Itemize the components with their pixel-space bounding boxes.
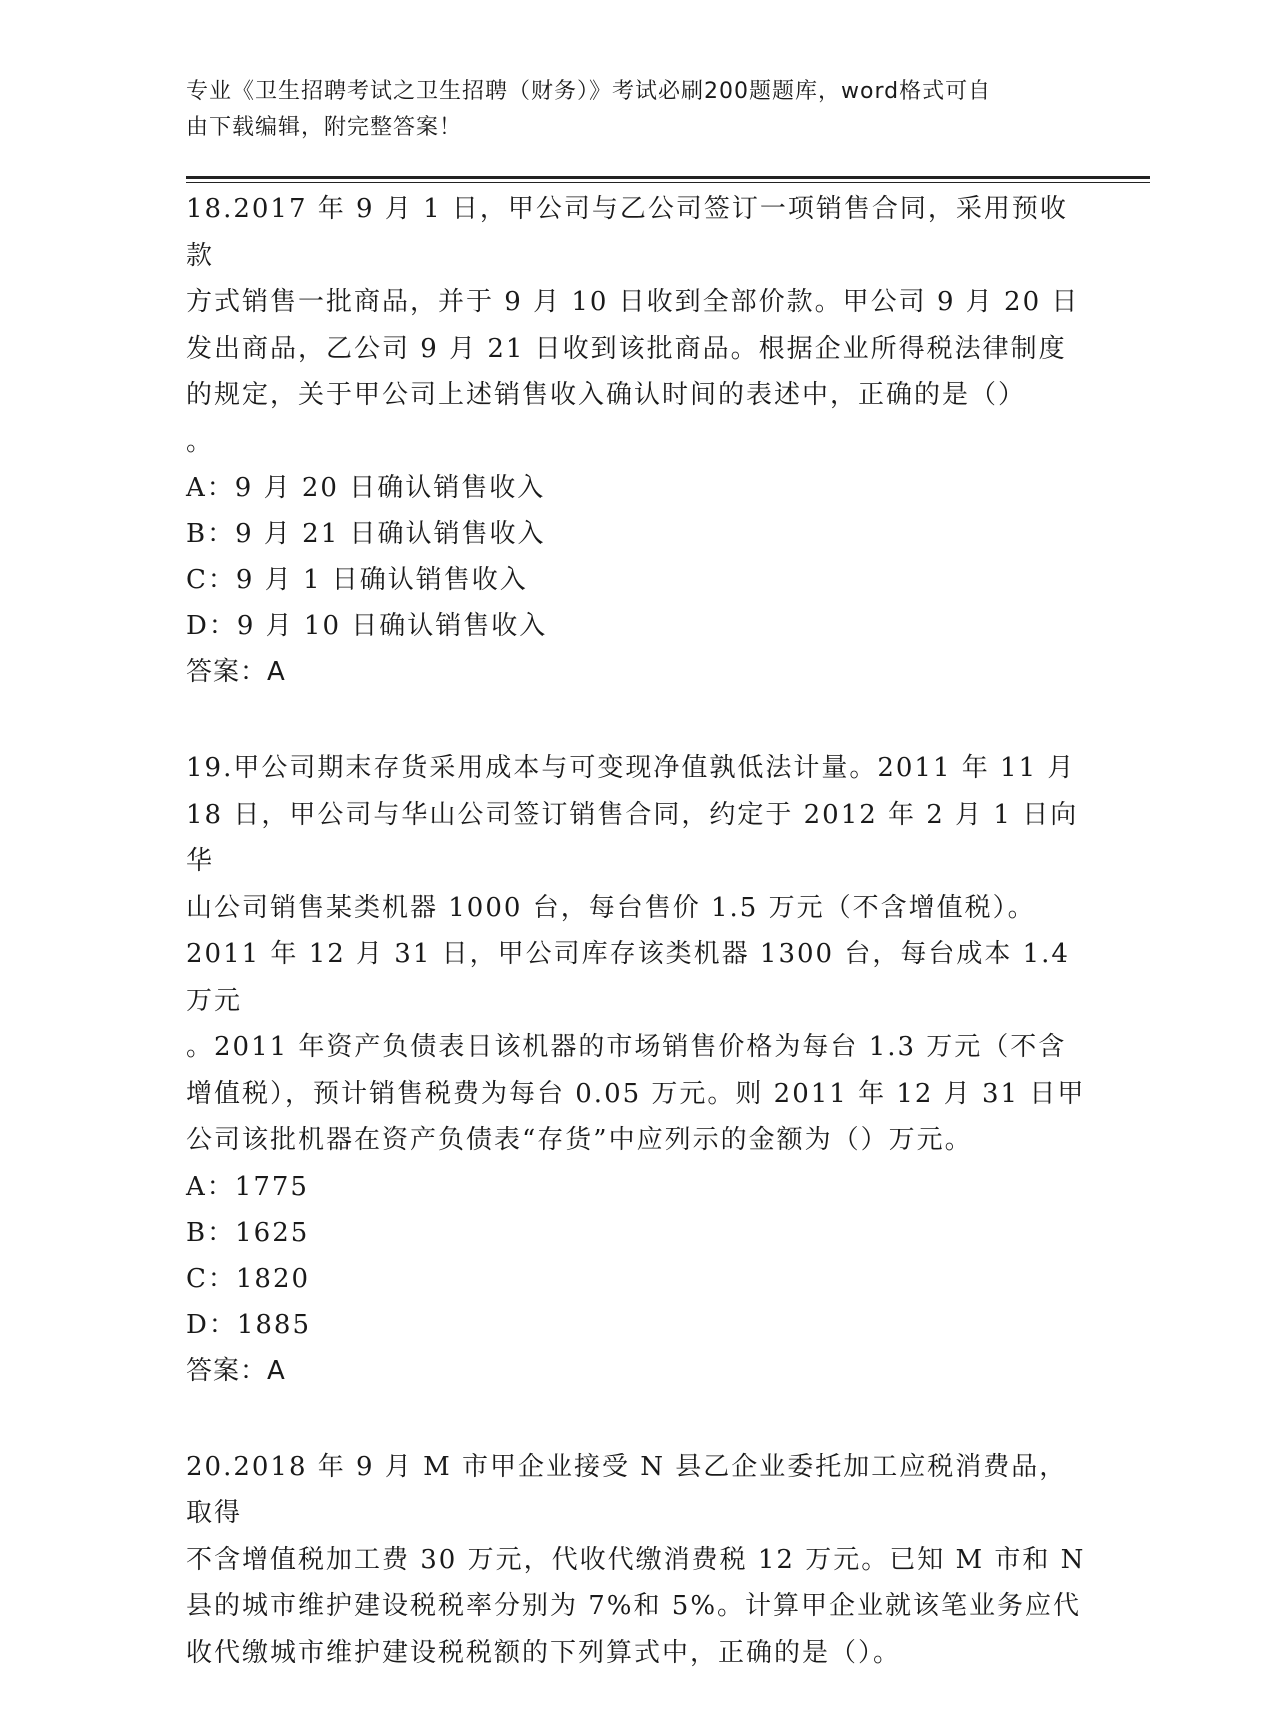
option-c: C：1820 (186, 1263, 311, 1294)
question-stem (186, 1444, 1086, 1677)
stem-line: 18.2017 年 9 月 1 日，甲公司与乙公司签订一项销售合同，采用预收款 (186, 194, 1068, 271)
stem-line: 19.甲公司期末存货采用成本与可变现净值孰低法计量。2011 年 11 月 (186, 753, 1076, 783)
document-header (186, 74, 1066, 146)
question-18 (186, 186, 1086, 695)
option-b: B：1625 (186, 1217, 310, 1248)
option-d: D：1885 (186, 1309, 312, 1340)
stem-line: 公司该批机器在资产负债表“存货”中应列示的金额为（）万元。 (186, 1125, 973, 1155)
answer-line: 答案：A (186, 1355, 286, 1386)
stem-line: 收代缴城市维护建设税税额的下列算式中，正确的是（）。 (186, 1637, 902, 1668)
stem-line: 。 (186, 426, 215, 457)
option-c: C：9 月 1 日确认销售收入 (186, 565, 528, 595)
stem-line: 发出商品，乙公司 9 月 21 日收到该批商品。根据企业所得税法律制度 (186, 333, 1067, 364)
stem-line: 20.2018 年 9 月 M 市甲企业接受 N 县乙企业委托加工应税消费品，取得 (186, 1451, 1068, 1528)
stem-line: 方式销售一批商品，并于 9 月 10 日收到全部价款。甲公司 9 月 20 日 (186, 287, 1080, 317)
stem-line: 不含增值税加工费 30 万元，代收代缴消费税 12 万元。已知 M 市和 N (186, 1544, 1086, 1575)
header-divider-thick (186, 176, 1150, 179)
stem-line: 增值税），预计销售税费为每台 0.05 万元。则 2011 年 12 月 31 日甲 (186, 1078, 1086, 1109)
stem-line: 的规定，关于甲公司上述销售收入确认时间的表述中，正确的是（） (186, 380, 1027, 410)
header-line: 由下载编辑，附完整答案！ (186, 115, 463, 140)
option-a: A：9 月 20 日确认销售收入 (186, 473, 546, 503)
question-stem (186, 186, 1086, 465)
question-19 (186, 745, 1086, 1394)
stem-line: 2011 年 12 月 31 日，甲公司库存该类机器 1300 台，每台成本 1.4 万元 (186, 939, 1070, 1016)
answer-line: 答案：A (186, 657, 286, 687)
question-list (186, 186, 1086, 1726)
option-d: D：9 月 10 日确认销售收入 (186, 611, 548, 641)
stem-line: 18 日，甲公司与华山公司签订销售合同，约定于 2012 年 2 月 1 日向华 (186, 799, 1079, 876)
stem-line: 县的城市维护建设税税率分别为 7%和 5%。计算甲企业就该笔业务应代 (186, 1591, 1082, 1621)
stem-line: 山公司销售某类机器 1000 台，每台售价 1.5 万元（不含增值税）。 (186, 892, 1036, 923)
header-divider-thin (186, 182, 1150, 183)
question-20 (186, 1444, 1086, 1677)
option-a: A：1775 (186, 1171, 309, 1202)
question-stem (186, 745, 1086, 1164)
stem-line: 。2011 年资产负债表日该机器的市场销售价格为每台 1.3 万元（不含 (186, 1032, 1067, 1062)
option-b: B：9 月 21 日确认销售收入 (186, 519, 546, 549)
header-line: 专业《卫生招聘考试之卫生招聘（财务）》考试必刷200题题库，word格式可自 (186, 79, 992, 104)
